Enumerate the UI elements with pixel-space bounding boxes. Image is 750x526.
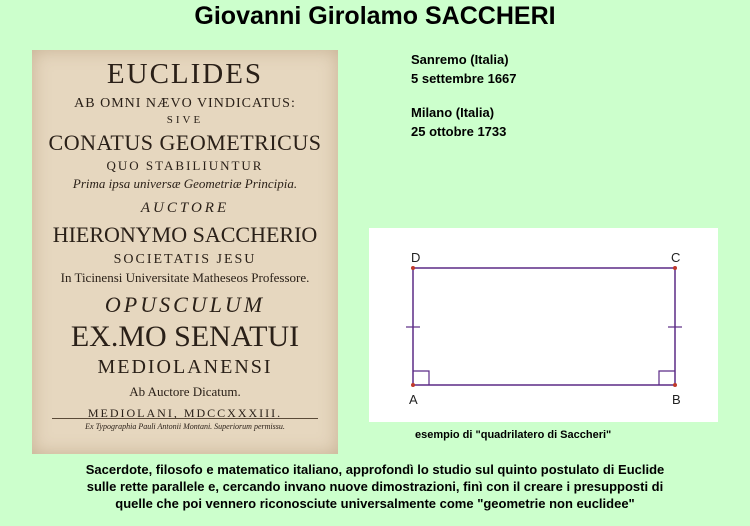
book-line: MEDIOLANENSI — [97, 356, 273, 378]
vertex-point — [411, 383, 415, 387]
biography-line: quelle che poi vennero riconosciute universalmente come "geometrie non euclidee" — [115, 496, 635, 511]
book-divider — [52, 418, 318, 419]
right-angle-a — [413, 371, 429, 385]
death-date: 25 ottobre 1733 — [411, 124, 507, 139]
book-line: SIVE — [166, 114, 204, 126]
biography-text — [10, 461, 740, 512]
right-angle-b — [659, 371, 675, 385]
book-line: EX.MO SENATUI — [70, 320, 300, 353]
vertex-label-c: C — [671, 250, 681, 265]
saccheri-quadrilateral-diagram — [369, 228, 718, 422]
book-line: HIERONYMO SACCHERIO — [52, 222, 318, 247]
birth-place: Sanremo (Italia) — [411, 52, 509, 67]
quadrilateral-shape — [406, 266, 682, 387]
book-line: EUCLIDES — [106, 58, 264, 90]
book-line: AUCTORE — [140, 200, 230, 216]
birth-date: 5 settembre 1667 — [411, 71, 517, 86]
vertex-label-a: A — [409, 392, 418, 407]
diagram-caption: esempio di "quadrilatero di Saccheri" — [415, 429, 612, 441]
vertex-label-d: D — [411, 250, 421, 265]
quadrilateral-svg — [369, 228, 718, 422]
book-title-page-image — [32, 50, 338, 454]
death-place: Milano (Italia) — [411, 105, 495, 120]
birth-info — [411, 50, 517, 88]
biography-line: sulle rette parallele e, cercando invano nuove dimostrazioni, finì con il creare i presupposti di — [86, 479, 664, 494]
page-title: Giovanni Girolamo SACCHERI — [194, 2, 556, 30]
book-line: Ab Auctore Dicatum. — [129, 384, 241, 399]
vertex-point — [673, 383, 677, 387]
book-line: AB OMNI NÆVO VINDICATUS: — [74, 96, 296, 111]
book-line: In Ticinensi Universitate Matheseos Professore. — [60, 270, 310, 285]
book-line: QUO STABILIUNTUR — [106, 158, 264, 173]
death-info — [411, 103, 506, 141]
book-line: OPUSCULUM — [104, 292, 266, 317]
book-line: Prima ipsa universæ Geometriæ Principia. — [72, 176, 298, 191]
biography-line: Sacerdote, filosofo e matematico italiano, approfondì lo studio sul quinto postulato di Euclide — [85, 462, 665, 477]
book-line: CONATUS GEOMETRICUS — [48, 130, 322, 155]
book-line: MEDIOLANI, MDCCXXXIII. — [87, 406, 283, 420]
vertex-label-b: B — [672, 392, 681, 407]
book-line: SOCIETATIS JESU — [113, 252, 257, 267]
book-line: Ex Typographia Pauli Antonii Montani. Superiorum permissu. — [85, 422, 285, 431]
vertex-point — [411, 266, 415, 270]
vertex-point — [673, 266, 677, 270]
